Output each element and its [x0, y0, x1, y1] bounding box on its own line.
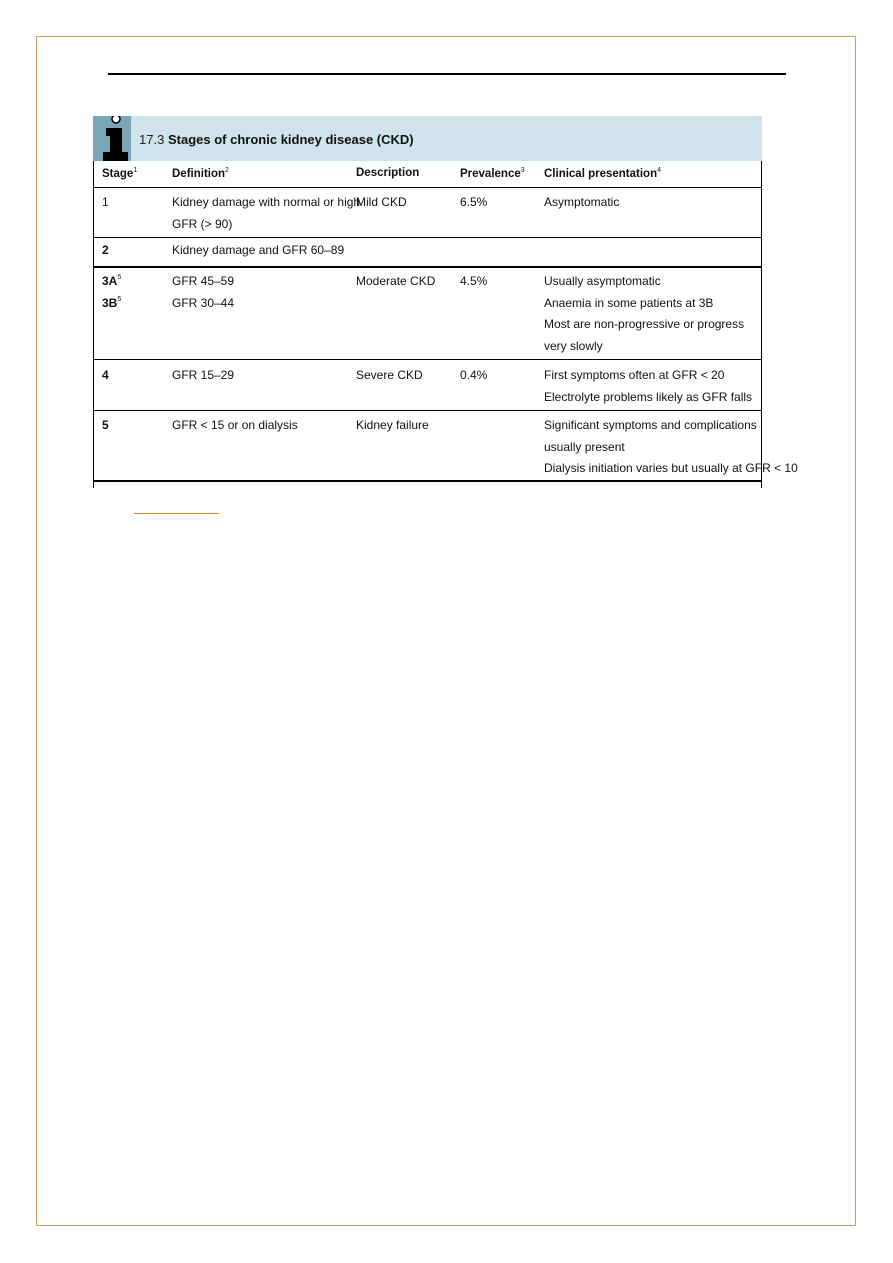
- row2-definition: Kidney damage and GFR 60–89: [172, 243, 345, 257]
- header-clinical: Clinical presentation$^4$: [544, 167, 662, 180]
- row4-prevalence: 0.4%: [460, 368, 488, 382]
- row3-stage: $3A^5$ $3B^5$: [102, 274, 122, 310]
- row5-stage: 5: [102, 418, 109, 432]
- row-divider: [94, 266, 761, 268]
- row4-clinical: First symptoms often at GFR < 20 Electrolyte problems likely as GFR falls: [544, 368, 753, 404]
- header-description: Description: [356, 167, 420, 179]
- row1-prevalence: 6.5%: [460, 195, 488, 209]
- table-title: Stages of chronic kidney disease (CKD): [168, 132, 414, 147]
- row3-description: Moderate CKD: [356, 274, 436, 288]
- table-bottom-rule: [94, 480, 761, 482]
- header-stage: Stage$^1$: [102, 167, 138, 180]
- row2-stage: 2: [102, 243, 109, 257]
- header-rule: [108, 73, 786, 75]
- row4-stage: 4: [102, 368, 109, 382]
- row5-clinical: Significant symptoms and complications usually present Dialysis initiation varies but usually at GFR < 10: [544, 418, 798, 475]
- table-title-bar: [93, 116, 762, 161]
- row1-stage: 1: [102, 195, 109, 209]
- header-divider: [94, 187, 761, 188]
- row1-definition: Kidney damage with normal or high GFR (> 90): [172, 195, 361, 231]
- row3-clinical: Usually asymptomatic Anaemia in some patients at 3B Most are non-progressive or progress very slowly: [544, 274, 745, 353]
- row3-prevalence: 4.5%: [460, 274, 488, 288]
- ckd-stages-table: [93, 116, 798, 488]
- table-left-edge: [93, 116, 94, 488]
- row5-description: Kidney failure: [356, 418, 429, 432]
- header-definition: Definition$^2$: [172, 167, 229, 180]
- row4-description: Severe CKD: [356, 368, 423, 382]
- row1-clinical: Asymptomatic: [544, 195, 620, 209]
- row-divider: [94, 410, 761, 411]
- row3-definition: GFR 45–59 GFR 30–44: [172, 274, 235, 310]
- row-divider: [94, 359, 761, 360]
- row-divider: [94, 237, 761, 238]
- info-i-icon: [93, 116, 131, 161]
- row4-definition: GFR 15–29: [172, 368, 235, 382]
- footnote-link-underline[interactable]: [134, 513, 219, 514]
- table-number: 17.3: [139, 132, 165, 147]
- row1-description: Mild CKD: [356, 195, 407, 209]
- row5-definition: GFR < 15 or on dialysis: [172, 418, 298, 432]
- header-prevalence: Prevalence$^3$: [460, 167, 525, 180]
